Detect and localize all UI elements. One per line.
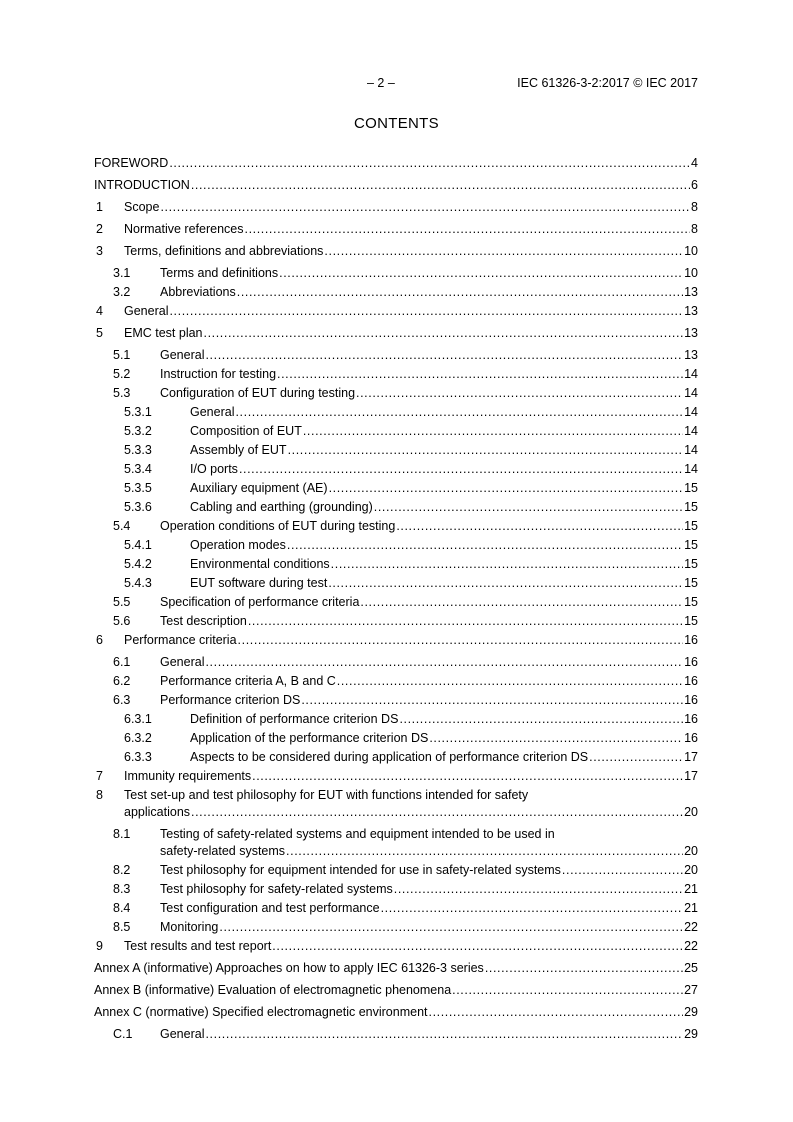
toc-entry-title-continued: safety-related systems [160, 844, 286, 858]
toc-leader-dots [169, 155, 690, 172]
toc-entry[interactable] [94, 826, 698, 860]
toc-entry-page: 16 [684, 731, 698, 745]
page-header [0, 76, 793, 92]
toc-entry[interactable] [94, 221, 698, 238]
toc-leader-dots [399, 711, 683, 728]
toc-entry-number: 8 [96, 788, 103, 802]
toc-leader-dots [429, 1004, 684, 1021]
toc-entry-number: 5.3 [113, 386, 131, 400]
toc-entry-page: 13 [684, 326, 698, 340]
toc-entry-page: 20 [684, 844, 698, 858]
toc-leader-dots [277, 366, 683, 383]
toc-leader-dots [191, 177, 690, 194]
toc-entry[interactable] [94, 1026, 698, 1043]
toc-entry[interactable] [94, 749, 698, 766]
toc-entry-number: 5.3.6 [124, 500, 152, 514]
toc-leader-dots [279, 265, 683, 282]
toc-entry-title: Test description [160, 614, 247, 628]
toc-entry-number: 8.1 [113, 827, 131, 841]
toc-entry-number: 8.3 [113, 882, 131, 896]
toc-entry-page: 17 [684, 769, 698, 783]
toc-entry-title: Test configuration and test performance [160, 901, 380, 915]
toc-leader-dots [562, 862, 683, 879]
toc-entry-page: 15 [684, 481, 698, 495]
toc-entry[interactable] [94, 518, 698, 535]
toc-entry-number: 5.3.3 [124, 443, 152, 457]
toc-leader-dots [394, 881, 683, 898]
toc-entry[interactable] [94, 919, 698, 936]
toc-entry-title: Annex C (normative) Specified electromagnetic environment [94, 1005, 428, 1019]
toc-entry-page: 14 [684, 386, 698, 400]
toc-entry[interactable] [94, 325, 698, 342]
toc-entry-page: 13 [684, 348, 698, 362]
toc-leader-dots [286, 843, 683, 860]
toc-entry-title: Auxiliary equipment (AE) [190, 481, 328, 495]
toc-entry-page: 17 [684, 750, 698, 764]
toc-entry-title: Terms and definitions [160, 266, 279, 280]
toc-entry[interactable] [94, 303, 698, 320]
toc-entry-page: 10 [684, 266, 698, 280]
toc-entry[interactable] [94, 711, 698, 728]
toc-entry-number: 8.5 [113, 920, 131, 934]
toc-entry-number: 5.4.2 [124, 557, 152, 571]
toc-entry-page: 15 [684, 538, 698, 552]
toc-entry-page: 10 [684, 244, 698, 258]
toc-leader-dots [303, 423, 683, 440]
toc-entry[interactable] [94, 594, 698, 611]
toc-entry[interactable] [94, 730, 698, 747]
toc-entry-page: 6 [691, 178, 698, 192]
toc-leader-dots [169, 303, 683, 320]
toc-entry-page: 21 [684, 901, 698, 915]
toc-leader-dots [245, 221, 691, 238]
toc-leader-dots [374, 499, 683, 516]
toc-leader-dots [287, 537, 683, 554]
toc-entry-title: Composition of EUT [190, 424, 302, 438]
toc-leader-dots [429, 730, 683, 747]
toc-entry-page: 22 [684, 920, 698, 934]
toc-entry[interactable] [94, 654, 698, 671]
toc-entry-number: 6.3.3 [124, 750, 152, 764]
toc-entry-page: 4 [691, 156, 698, 170]
toc-entry-page: 15 [684, 614, 698, 628]
toc-leader-dots [205, 347, 683, 364]
toc-leader-dots [337, 673, 683, 690]
toc-entry-title: General [190, 405, 235, 419]
toc-entry[interactable] [94, 423, 698, 440]
toc-entry-number: 6.3 [113, 693, 131, 707]
toc-entry-title: General [160, 348, 205, 362]
toc-entry-title: Test set-up and test philosophy for EUT with functions intended for safety [124, 788, 529, 802]
toc-entry-page: 16 [684, 674, 698, 688]
toc-entry-number: 9 [96, 939, 103, 953]
toc-entry-title: General [124, 304, 169, 318]
toc-leader-dots [160, 199, 690, 216]
toc-entry-page: 15 [684, 576, 698, 590]
toc-entry-number: 3.2 [113, 285, 131, 299]
toc-entry-title: General [160, 1027, 205, 1041]
toc-entry[interactable] [94, 1004, 698, 1021]
toc-entry-page: 15 [684, 595, 698, 609]
toc-leader-dots [204, 325, 684, 342]
toc-leader-dots [205, 654, 683, 671]
toc-entry[interactable] [94, 385, 698, 402]
toc-entry[interactable] [94, 556, 698, 573]
toc-entry[interactable] [94, 938, 698, 955]
toc-entry[interactable] [94, 537, 698, 554]
toc-entry[interactable] [94, 461, 698, 478]
toc-leader-dots [381, 900, 684, 917]
toc-entry-number: 5.4.3 [124, 576, 152, 590]
toc-entry[interactable] [94, 177, 698, 194]
toc-entry-page: 16 [684, 633, 698, 647]
toc-entry[interactable] [94, 692, 698, 709]
toc-entry[interactable] [94, 575, 698, 592]
toc-entry-page: 29 [684, 1005, 698, 1019]
toc-leader-dots [239, 461, 683, 478]
toc-entry[interactable] [94, 265, 698, 282]
toc-entry-title: EMC test plan [124, 326, 203, 340]
toc-leader-dots [235, 404, 683, 421]
toc-leader-dots [331, 556, 683, 573]
toc-entry-title: EUT software during test [190, 576, 328, 590]
toc-entry-title: Test results and test report [124, 939, 272, 953]
toc-entry-number: 5.4 [113, 519, 131, 533]
toc-entry-page: 13 [684, 285, 698, 299]
toc-leader-dots [328, 575, 683, 592]
toc-entry-title: I/O ports [190, 462, 238, 476]
toc-entry-page: 15 [684, 500, 698, 514]
toc-entry-page: 14 [684, 443, 698, 457]
toc-entry-number: 5.5 [113, 595, 131, 609]
toc-entry-title: Aspects to be considered during application of performance criterion DS [190, 750, 589, 764]
toc-leader-dots [360, 594, 683, 611]
toc-entry-page: 16 [684, 693, 698, 707]
toc-entry[interactable] [94, 787, 698, 821]
toc-entry[interactable] [94, 960, 698, 977]
toc-entry-title: Application of the performance criterion DS [190, 731, 429, 745]
toc-entry-number: 6.3.2 [124, 731, 152, 745]
toc-leader-dots [248, 613, 683, 630]
toc-leader-dots [191, 804, 683, 821]
toc-entry[interactable] [94, 243, 698, 260]
toc-entry-number: 6 [96, 633, 103, 647]
toc-entry-page: 8 [691, 200, 698, 214]
toc-entry-title: Operation modes [190, 538, 286, 552]
toc-entry-page: 20 [684, 863, 698, 877]
toc-entry-page: 15 [684, 519, 698, 533]
toc-entry-title: Abbreviations [160, 285, 236, 299]
toc-entry[interactable] [94, 480, 698, 497]
toc-entry[interactable] [94, 199, 698, 216]
toc-entry-title: Immunity requirements [124, 769, 252, 783]
toc-entry-page: 16 [684, 655, 698, 669]
toc-entry-number: 4 [96, 304, 103, 318]
table-of-contents [94, 155, 698, 1043]
toc-entry-number: 5.3.5 [124, 481, 152, 495]
toc-entry[interactable] [94, 404, 698, 421]
toc-entry-title: Performance criteria A, B and C [160, 674, 336, 688]
toc-entry[interactable] [94, 347, 698, 364]
toc-entry[interactable] [94, 881, 698, 898]
toc-entry-number: 8.4 [113, 901, 131, 915]
toc-leader-dots [589, 749, 683, 766]
toc-leader-dots [252, 768, 683, 785]
toc-entry-page: 14 [684, 405, 698, 419]
toc-entry-title: Annex B (informative) Evaluation of electromagnetic phenomena [94, 983, 452, 997]
toc-entry-page: 14 [684, 367, 698, 381]
toc-entry-page: 22 [684, 939, 698, 953]
toc-entry[interactable] [94, 673, 698, 690]
toc-entry[interactable] [94, 442, 698, 459]
toc-entry-title: Instruction for testing [160, 367, 277, 381]
toc-entry-number: 5.1 [113, 348, 131, 362]
toc-leader-dots [356, 385, 683, 402]
toc-entry-page: 16 [684, 712, 698, 726]
toc-entry-title: Normative references [124, 222, 244, 236]
toc-entry-page: 25 [684, 961, 698, 975]
toc-entry-title: Terms, definitions and abbreviations [124, 244, 324, 258]
toc-entry-title: Testing of safety-related systems and equipment intended to be used in [160, 827, 555, 841]
toc-leader-dots [288, 442, 684, 459]
toc-leader-dots [396, 518, 683, 535]
toc-entry-title: Operation conditions of EUT during testing [160, 519, 396, 533]
toc-entry-title: INTRODUCTION [94, 178, 190, 192]
toc-leader-dots [324, 243, 683, 260]
toc-leader-dots [205, 1026, 683, 1043]
toc-entry-title: Configuration of EUT during testing [160, 386, 356, 400]
page-number: – 2 – [367, 76, 395, 90]
standard-reference: IEC 61326-3-2:2017 © IEC 2017 [517, 76, 698, 90]
toc-entry-title: Monitoring [160, 920, 219, 934]
toc-entry-number: C.1 [113, 1027, 133, 1041]
toc-entry-title: Scope [124, 200, 160, 214]
toc-entry-number: 3 [96, 244, 103, 258]
toc-entry-page: 27 [684, 983, 698, 997]
toc-entry-page: 8 [691, 222, 698, 236]
contents-title: CONTENTS [354, 115, 439, 132]
toc-entry-number: 6.3.1 [124, 712, 152, 726]
toc-entry-number: 8.2 [113, 863, 131, 877]
toc-entry-title: FOREWORD [94, 156, 169, 170]
toc-entry-number: 1 [96, 200, 103, 214]
toc-entry-number: 5.3.4 [124, 462, 152, 476]
toc-leader-dots [329, 480, 684, 497]
toc-entry-title: Definition of performance criterion DS [190, 712, 399, 726]
toc-entry-number: 5.6 [113, 614, 131, 628]
toc-entry-title: Performance criterion DS [160, 693, 301, 707]
toc-entry[interactable] [94, 632, 698, 649]
toc-entry-title: Specification of performance criteria [160, 595, 360, 609]
toc-leader-dots [219, 919, 683, 936]
toc-entry-number: 5.4.1 [124, 538, 152, 552]
toc-entry-page: 20 [684, 805, 698, 819]
toc-entry-number: 5.3.1 [124, 405, 152, 419]
toc-entry-page: 14 [684, 462, 698, 476]
toc-entry-number: 5.2 [113, 367, 131, 381]
toc-entry[interactable] [94, 768, 698, 785]
toc-entry[interactable] [94, 366, 698, 383]
toc-entry-number: 5 [96, 326, 103, 340]
toc-entry[interactable] [94, 499, 698, 516]
toc-entry-title: Test philosophy for equipment intended for use in safety-related systems [160, 863, 561, 877]
toc-entry-title: Test philosophy for safety-related systems [160, 882, 393, 896]
toc-entry-page: 21 [684, 882, 698, 896]
toc-entry[interactable] [94, 982, 698, 999]
toc-entry-title: Annex A (informative) Approaches on how to apply IEC 61326-3 series [94, 961, 484, 975]
toc-entry-title: Assembly of EUT [190, 443, 287, 457]
toc-entry-page: 15 [684, 557, 698, 571]
toc-entry-page: 13 [684, 304, 698, 318]
toc-leader-dots [272, 938, 683, 955]
toc-entry-number: 5.3.2 [124, 424, 152, 438]
toc-entry-title: General [160, 655, 205, 669]
toc-entry-number: 6.2 [113, 674, 131, 688]
toc-entry[interactable] [94, 862, 698, 879]
toc-entry-number: 3.1 [113, 266, 131, 280]
toc-entry[interactable] [94, 155, 698, 172]
toc-entry-number: 7 [96, 769, 103, 783]
toc-entry-page: 29 [684, 1027, 698, 1041]
toc-entry[interactable] [94, 613, 698, 630]
toc-entry[interactable] [94, 284, 698, 301]
toc-entry-page: 14 [684, 424, 698, 438]
toc-leader-dots [301, 692, 683, 709]
toc-leader-dots [485, 960, 683, 977]
toc-entry-number: 2 [96, 222, 103, 236]
toc-leader-dots [452, 982, 683, 999]
toc-entry[interactable] [94, 900, 698, 917]
toc-entry-title: Performance criteria [124, 633, 237, 647]
toc-entry-title: Cabling and earthing (grounding) [190, 500, 373, 514]
toc-entry-title: Environmental conditions [190, 557, 330, 571]
toc-entry-number: 6.1 [113, 655, 131, 669]
toc-entry-title-continued: applications [124, 805, 191, 819]
toc-leader-dots [238, 632, 684, 649]
toc-leader-dots [237, 284, 683, 301]
